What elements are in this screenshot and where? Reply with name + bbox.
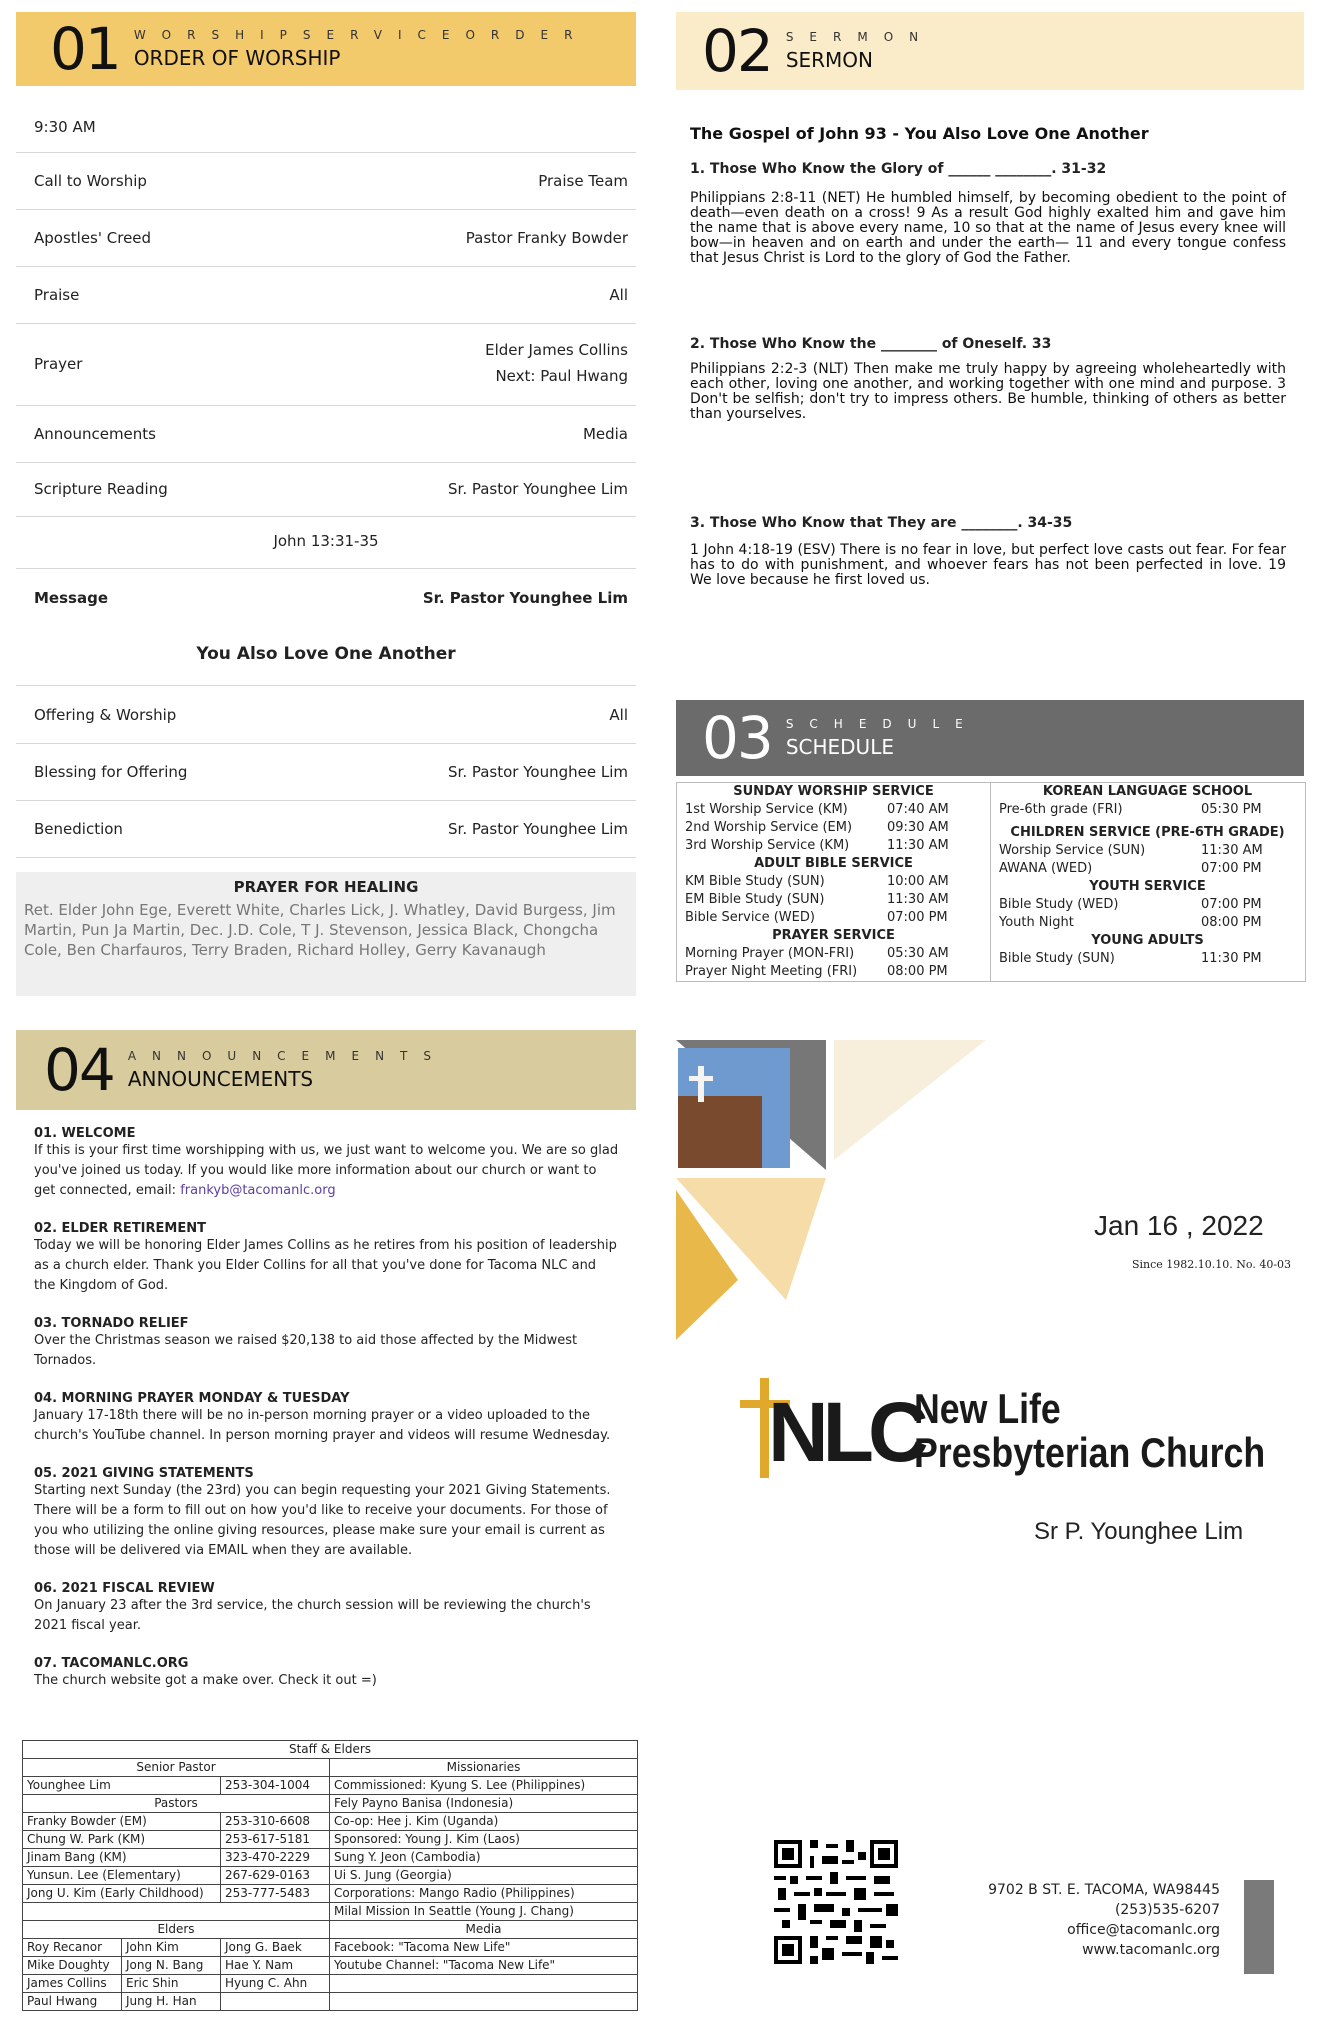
staff-phone: 267-629-0163: [221, 1867, 330, 1885]
worship-time-row: [16, 104, 636, 153]
announcements-list: [34, 1126, 620, 1691]
schedule-group-head: KOREAN LANGUAGE SCHOOL: [1042, 784, 1253, 799]
worship-item-leader: All: [609, 286, 628, 304]
prayer-for-healing-box: [16, 872, 636, 996]
elder-name: Jung H. Han: [122, 1993, 221, 2011]
sermon-title: SERMON: [785, 48, 873, 72]
schedule-group-head: PRAYER SERVICE: [772, 928, 895, 943]
schedule-title: SCHEDULE: [785, 735, 894, 759]
announcement-title: 06. 2021 FISCAL REVIEW: [34, 1581, 215, 1596]
cover-pastor: Sr P. Younghee Lim: [1034, 1518, 1244, 1545]
worship-item-message: [16, 568, 636, 626]
schedule-time: 05:30 PM: [1201, 802, 1262, 817]
sermon-point-title: 3. Those Who Know that They are ________. 34-35: [690, 515, 1073, 531]
schedule-item: Bible Study (WED): [999, 897, 1119, 912]
worship-item-leader: Pastor Franky Bowder: [465, 229, 628, 247]
staff-section-label: Senior Pastor: [23, 1759, 330, 1777]
schedule-item: 3rd Worship Service (KM): [685, 838, 850, 853]
missionary: Sung Y. Jeon (Cambodia): [330, 1849, 638, 1867]
missionary: Corporations: Mango Radio (Philippines): [330, 1885, 638, 1903]
scripture-row: [16, 516, 636, 569]
worship-item: [16, 266, 636, 324]
announcement-text: On January 23 after the 3rd service, the church session will be reviewing the church's 2021 fiscal year.: [34, 1598, 591, 1633]
announcement-title: 03. TORNADO RELIEF: [34, 1316, 189, 1331]
cross-bar: [689, 1076, 713, 1081]
email-link[interactable]: office@tacomanlc.org: [1067, 1922, 1220, 1938]
schedule-item: Youth Night: [999, 915, 1074, 930]
worship-item: [16, 152, 636, 210]
announcement-text: The church website got a make over. Check it out =): [34, 1673, 377, 1688]
schedule-item: 1st Worship Service (KM): [685, 802, 848, 817]
staff-section-label: Elders: [23, 1921, 330, 1939]
sermon-point-text: Philippians 2:2-3 (NLT) Then make me truly happy by agreeing wholeheartedly with each other, loving one another, and working together with one mind and purpose. 3 Don't be selfish; don't try to impress others. Be humble, thinking of others as better than yourselves.: [690, 361, 1286, 422]
announcements-header: [16, 1030, 636, 1110]
announcement-text: If this is your first time worshipping with us, we just want to welcome you. We are so glad you've joined us today. If you would like more information about our church or want to get connected, email:: [34, 1143, 619, 1198]
sermon-heading: The Gospel of John 93 - You Also Love One Another: [690, 124, 1149, 143]
scripture-reference: John 13:31-35: [273, 532, 379, 550]
media-channel: Facebook: "Tacoma New Life": [330, 1939, 638, 1957]
schedule-item: Worship Service (SUN): [999, 843, 1146, 858]
announcement-item: [34, 1656, 620, 1691]
sermon-header: [676, 12, 1304, 90]
sermon-number: 02: [702, 17, 772, 85]
staff-name: Chung W. Park (KM): [23, 1831, 221, 1849]
cream-triangle: [834, 1040, 986, 1160]
schedule-item: EM Bible Study (SUN): [685, 892, 825, 907]
schedule-item: KM Bible Study (SUN): [685, 874, 825, 889]
elder-name: Eric Shin: [122, 1975, 221, 1993]
worship-item-label: Praise: [34, 286, 80, 304]
staff-phone: 253-777-5483: [221, 1885, 330, 1903]
worship-title: ORDER OF WORSHIP: [133, 46, 341, 70]
schedule-time: 05:30 AM: [887, 946, 949, 961]
elder-name: Jong N. Bang: [122, 1957, 221, 1975]
schedule-item: 2nd Worship Service (EM): [685, 820, 853, 835]
announcements-title: ANNOUNCEMENTS: [127, 1067, 314, 1091]
phone[interactable]: (253)535-6207: [1114, 1902, 1220, 1918]
welcome-email-link[interactable]: frankyb@tacomanlc.org: [180, 1183, 336, 1198]
schedule-time: 11:30 PM: [1201, 951, 1262, 966]
worship-item: [16, 462, 636, 517]
schedule-time: 08:00 PM: [887, 964, 948, 979]
healing-title: PRAYER FOR HEALING: [233, 878, 419, 896]
worship-item-leader: Sr. Pastor Younghee Lim: [448, 480, 628, 498]
schedule-right-column: [991, 783, 1304, 968]
staff-phone: 253-617-5181: [221, 1831, 330, 1849]
cross-icon: [698, 1066, 704, 1102]
worship-item-leader-next: Next: Paul Hwang: [495, 367, 628, 385]
schedule-group-head: CHILDREN SERVICE (PRE-6TH GRADE): [1010, 825, 1285, 840]
worship-item: [16, 323, 636, 406]
announcement-title: 01. WELCOME: [34, 1126, 136, 1141]
schedule-group-head: YOUTH SERVICE: [1089, 879, 1206, 894]
announcement-title: 05. 2021 GIVING STATEMENTS: [34, 1466, 254, 1481]
staff-name: Franky Bowder (EM): [23, 1813, 221, 1831]
schedule-table: [676, 782, 1306, 982]
sermon-point-title: 1. Those Who Know the Glory of ______ ________. 31-32: [690, 161, 1107, 177]
sermon-point-title: 2. Those Who Know the ________ of Oneself. 33: [690, 336, 1052, 352]
announcements-number: 04: [44, 1036, 114, 1104]
address: 9702 B ST. E. TACOMA, WA98445: [988, 1882, 1220, 1898]
worship-spaced-title: WORSHIPSERVICEORDER: [133, 28, 589, 42]
staff-section-label: Missionaries: [330, 1759, 638, 1777]
sermon-point-text: 1 John 4:18-19 (ESV) There is no fear in love, but perfect love casts out fear. For fear has to do with punishment, and whoever fears has not been perfected in love. 19 We love because he first loved us.: [690, 542, 1286, 588]
worship-item-label: Benediction: [34, 820, 123, 838]
sermon-spaced-title: SERMON: [785, 30, 935, 44]
worship-item-label: Prayer: [34, 355, 83, 373]
staff-title: Staff & Elders: [23, 1741, 638, 1759]
church-name-line1: New Life: [914, 1385, 1061, 1432]
schedule-item: AWANA (WED): [999, 861, 1093, 876]
announcement-item: [34, 1316, 620, 1371]
worship-item-label: Call to Worship: [34, 172, 147, 190]
media-channel: Youtube Channel: "Tacoma New Life": [330, 1957, 638, 1975]
announcement-item: [34, 1391, 620, 1446]
cover-graphic: [676, 1040, 986, 1340]
schedule-time: 09:30 AM: [887, 820, 949, 835]
cover-since: Since 1982.10.10. No. 40-03: [1132, 1258, 1292, 1271]
schedule-item: Pre-6th grade (FRI): [999, 802, 1123, 817]
schedule-item: Bible Study (SUN): [999, 951, 1115, 966]
schedule-item: Bible Service (WED): [685, 910, 815, 925]
worship-time: 9:30 AM: [34, 118, 96, 136]
message-title-row: [16, 626, 636, 686]
staff-phone: 253-304-1004: [221, 1777, 330, 1795]
schedule-header: [676, 700, 1304, 776]
worship-item-label: Announcements: [34, 425, 156, 443]
worship-item: [16, 685, 636, 744]
nlc-logo: [740, 1378, 1300, 1498]
worship-item-leader: Sr. Pastor Younghee Lim: [422, 589, 628, 607]
staff-name: Jong U. Kim (Early Childhood): [23, 1885, 221, 1903]
elder-name: Roy Recanor: [23, 1939, 122, 1957]
schedule-time: 07:00 PM: [887, 910, 948, 925]
worship-item-label: Apostles' Creed: [34, 229, 152, 247]
message-title: You Also Love One Another: [196, 644, 456, 664]
worship-item: [16, 743, 636, 801]
elder-name: [221, 1993, 330, 2011]
missionary: Sponsored: Young J. Kim (Laos): [330, 1831, 638, 1849]
schedule-time: 07:40 AM: [887, 802, 949, 817]
worship-item-label: Offering & Worship: [34, 706, 177, 724]
sermon-point-text: Philippians 2:8-11 (NET) He humbled himself, by becoming obedient to the point of death—even death on a cross! 9 As a result God highly exalted him and gave him the name that is above every name, 10 so that at the name of Jesus every knee will bow—in heaven and on earth and under the earth— 11 and every tongue confess that Jesus Christ is Lord to the glory of God the Father.: [690, 190, 1286, 266]
contact-block: [900, 1880, 1220, 1960]
missionary: Fely Payno Banisa (Indonesia): [330, 1795, 638, 1813]
staff-name: Younghee Lim: [23, 1777, 221, 1795]
schedule-group-head: ADULT BIBLE SERVICE: [754, 856, 913, 871]
staff-elders-table: [22, 1740, 638, 2011]
missionary: Commissioned: Kyung S. Lee (Philippines): [330, 1777, 638, 1795]
elder-name: Mike Doughty: [23, 1957, 122, 1975]
worship-item-leader: Media: [582, 425, 628, 443]
qr-code-icon[interactable]: [774, 1840, 898, 1964]
schedule-time: 10:00 AM: [887, 874, 949, 889]
schedule-number: 03: [702, 704, 772, 772]
schedule-time: 11:30 AM: [887, 892, 949, 907]
worship-item: [16, 209, 636, 267]
announcement-text: Starting next Sunday (the 23rd) you can begin requesting your 2021 Giving Statements. There will be a form to fill out on how you'd like to receive your documents. For those of you who utilizing the online giving resources, please make sure your email is current as those will be delivered via EMAIL when they are available.: [34, 1483, 611, 1558]
missionary: Milal Mission In Seattle (Young J. Chang): [330, 1903, 638, 1921]
announcement-text: Over the Christmas season we raised $20,138 to aid those affected by the Midwest Tornados.: [34, 1333, 578, 1368]
missionary: Co-op: Hee j. Kim (Uganda): [330, 1813, 638, 1831]
announcement-item: [34, 1221, 620, 1296]
announcement-item: [34, 1581, 620, 1636]
announcement-title: 04. MORNING PRAYER MONDAY & TUESDAY: [34, 1391, 350, 1406]
schedule-time: 07:00 PM: [1201, 861, 1262, 876]
worship-item-leader: Sr. Pastor Younghee Lim: [448, 763, 628, 781]
schedule-time: 11:30 AM: [1201, 843, 1263, 858]
worship-header: [16, 12, 636, 86]
schedule-left-column: [677, 783, 991, 981]
elder-name: Paul Hwang: [23, 1993, 122, 2011]
elder-name: John Kim: [122, 1939, 221, 1957]
announcements-spaced-title: ANNOUNCEMENTS: [127, 1049, 447, 1063]
schedule-item: Prayer Night Meeting (FRI): [685, 964, 858, 979]
website-link[interactable]: www.tacomanlc.org: [1082, 1942, 1220, 1958]
church-building: [678, 1096, 762, 1168]
worship-item-label: Scripture Reading: [34, 480, 168, 498]
worship-item-label: Blessing for Offering: [34, 763, 188, 781]
church-name-line2: Presbyterian Church: [914, 1429, 1266, 1476]
worship-item-leader: Praise Team: [538, 172, 628, 190]
announcement-text: January 17-18th there will be no in-person morning prayer or a video uploaded to the church's YouTube channel. In person morning prayer and videos will resume Wednesday.: [34, 1408, 611, 1443]
staff-name: Yunsun. Lee (Elementary): [23, 1867, 221, 1885]
staff-section-label: Media: [330, 1921, 638, 1939]
logo-letters: NLC: [768, 1385, 923, 1479]
schedule-group-head: SUNDAY WORSHIP SERVICE: [733, 784, 934, 799]
schedule-time: 07:00 PM: [1201, 897, 1262, 912]
worship-item-leader: Elder James Collins: [485, 341, 628, 359]
worship-item: [16, 800, 636, 858]
staff-phone: 253-310-6608: [221, 1813, 330, 1831]
worship-item: [16, 405, 636, 463]
schedule-item: Morning Prayer (MON-FRI): [685, 946, 855, 961]
schedule-spaced-title: SCHEDULE: [785, 717, 979, 731]
announcement-item: [34, 1466, 620, 1561]
announcement-item: [34, 1126, 620, 1201]
elder-name: James Collins: [23, 1975, 122, 1993]
elder-name: Hyung C. Ahn: [221, 1975, 330, 1993]
staff-name: Jinam Bang (KM): [23, 1849, 221, 1867]
worship-item-leader: Sr. Pastor Younghee Lim: [448, 820, 628, 838]
announcement-title: 07. TACOMANLC.ORG: [34, 1656, 189, 1671]
staff-section-label: Pastors: [23, 1795, 330, 1813]
worship-item-label: Message: [34, 589, 108, 607]
schedule-time: 08:00 PM: [1201, 915, 1262, 930]
worship-item-leader: All: [609, 706, 628, 724]
schedule-group-head: YOUNG ADULTS: [1091, 933, 1204, 948]
worship-number: 01: [50, 15, 120, 83]
healing-names: Ret. Elder John Ege, Everett White, Charles Lick, J. Whatley, David Burgess, Jim Martin, Pun Ja Martin, Dec. J.D. Cole, T J. Stevenson, Jessica Black, Chongcha Cole, Ben Charfauros, Terry Braden, Richard Holley, Gerry Kavanaugh: [24, 901, 616, 959]
staff-phone: 323-470-2229: [221, 1849, 330, 1867]
missionary: Ui S. Jung (Georgia): [330, 1867, 638, 1885]
gray-bar: [1244, 1880, 1274, 1974]
elder-name: Jong G. Baek: [221, 1939, 330, 1957]
cover-date: Jan 16 , 2022: [1094, 1210, 1264, 1241]
schedule-time: 11:30 AM: [887, 838, 949, 853]
announcement-text: Today we will be honoring Elder James Collins as he retires from his position of leadership as a church elder. Thank you Elder Collins for all that you've done for Tacoma NLC and the Kingdom of God.: [34, 1238, 617, 1293]
announcement-title: 02. ELDER RETIREMENT: [34, 1221, 206, 1236]
elder-name: Hae Y. Nam: [221, 1957, 330, 1975]
